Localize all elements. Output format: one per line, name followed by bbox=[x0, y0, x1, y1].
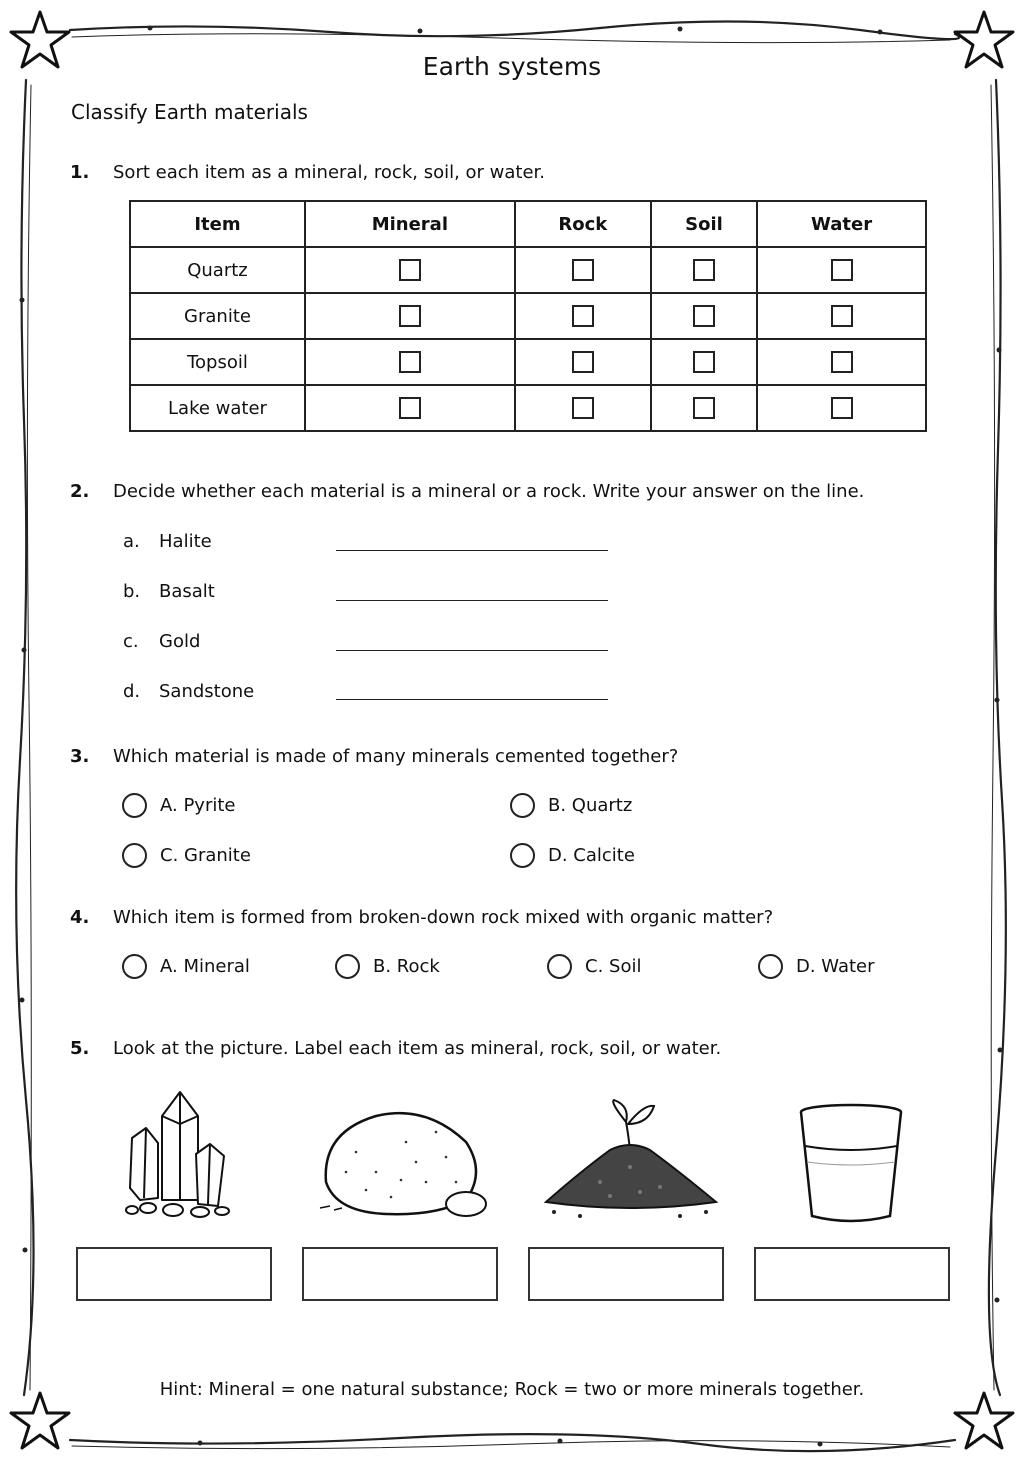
q3-text: Which material is made of many minerals cemented together? bbox=[113, 746, 679, 767]
checkbox-quartz-mineral[interactable] bbox=[399, 259, 421, 281]
q2b-answer-line[interactable] bbox=[336, 600, 608, 601]
checkbox-quartz-soil[interactable] bbox=[693, 259, 715, 281]
q4-option-d[interactable]: D. Water bbox=[758, 954, 875, 979]
q4-option-c[interactable]: C. Soil bbox=[547, 954, 641, 979]
q1-number: 1. bbox=[70, 162, 90, 183]
q2a-material: Halite bbox=[159, 531, 212, 552]
label-box-rock[interactable] bbox=[302, 1247, 498, 1301]
checkbox-lake-water-mineral[interactable] bbox=[399, 397, 421, 419]
checkbox-topsoil-mineral[interactable] bbox=[399, 351, 421, 373]
radio-circle-icon[interactable] bbox=[122, 843, 147, 868]
q5-number: 5. bbox=[70, 1038, 90, 1059]
hint-text: Hint: Mineral = one natural substance; Rock = two or more minerals together. bbox=[159, 1379, 865, 1400]
table-header-row bbox=[130, 201, 926, 247]
q2d-letter: d. bbox=[123, 681, 141, 702]
checkbox-lake-water-rock[interactable] bbox=[572, 397, 594, 419]
table-row bbox=[130, 339, 926, 385]
checkbox-granite-mineral[interactable] bbox=[399, 305, 421, 327]
row-label-topsoil: Topsoil bbox=[130, 339, 305, 385]
row-label-granite: Granite bbox=[130, 293, 305, 339]
checkbox-granite-water[interactable] bbox=[831, 305, 853, 327]
q2d-material: Sandstone bbox=[159, 681, 255, 702]
table-row bbox=[130, 247, 926, 293]
checkbox-topsoil-soil[interactable] bbox=[693, 351, 715, 373]
q5-text: Look at the picture. Label each item as mineral, rock, soil, or water. bbox=[113, 1038, 722, 1059]
q2c-answer-line[interactable] bbox=[336, 650, 608, 651]
q2-text: Decide whether each material is a mineral or a rock. Write your answer on the line. bbox=[113, 481, 865, 502]
table-row bbox=[130, 293, 926, 339]
checkbox-lake-water-water[interactable] bbox=[831, 397, 853, 419]
radio-circle-icon[interactable] bbox=[758, 954, 783, 979]
label-box-soil[interactable] bbox=[528, 1247, 724, 1301]
header-item: Item bbox=[130, 201, 305, 247]
page-title: Earth systems bbox=[422, 52, 602, 81]
q2c-letter: c. bbox=[123, 631, 139, 652]
q2a-letter: a. bbox=[123, 531, 140, 552]
q2-number: 2. bbox=[70, 481, 90, 502]
q2b-letter: b. bbox=[123, 581, 141, 602]
checkbox-granite-rock[interactable] bbox=[572, 305, 594, 327]
rock-icon bbox=[316, 1102, 492, 1222]
header-mineral: Mineral bbox=[305, 201, 515, 247]
radio-circle-icon[interactable] bbox=[122, 954, 147, 979]
q2b-material: Basalt bbox=[159, 581, 215, 602]
soil-pile-icon bbox=[540, 1092, 720, 1224]
row-label-lake-water: Lake water bbox=[130, 385, 305, 431]
q3-number: 3. bbox=[70, 746, 90, 767]
checkbox-topsoil-water[interactable] bbox=[831, 351, 853, 373]
q3-option-b[interactable]: B. Quartz bbox=[510, 793, 632, 818]
q4-option-b[interactable]: B. Rock bbox=[335, 954, 440, 979]
header-rock: Rock bbox=[515, 201, 651, 247]
checkbox-granite-soil[interactable] bbox=[693, 305, 715, 327]
label-box-water[interactable] bbox=[754, 1247, 950, 1301]
label-box-crystal[interactable] bbox=[76, 1247, 272, 1301]
q3-option-d[interactable]: D. Calcite bbox=[510, 843, 635, 868]
checkbox-quartz-rock[interactable] bbox=[572, 259, 594, 281]
q2a-answer-line[interactable] bbox=[336, 550, 608, 551]
sort-table bbox=[129, 200, 927, 432]
q4-number: 4. bbox=[70, 907, 90, 928]
header-water: Water bbox=[757, 201, 926, 247]
table-row bbox=[130, 385, 926, 431]
q4-text: Which item is formed from broken-down rock mixed with organic matter? bbox=[113, 907, 774, 928]
q2d-answer-line[interactable] bbox=[336, 699, 608, 700]
header-soil: Soil bbox=[651, 201, 757, 247]
radio-circle-icon[interactable] bbox=[122, 793, 147, 818]
q3-option-a[interactable]: A. Pyrite bbox=[122, 793, 235, 818]
q4-option-a[interactable]: A. Mineral bbox=[122, 954, 250, 979]
q1-text: Sort each item as a mineral, rock, soil, or water. bbox=[113, 162, 546, 183]
checkbox-lake-water-soil[interactable] bbox=[693, 397, 715, 419]
section-subtitle: Classify Earth materials bbox=[71, 100, 308, 124]
radio-circle-icon[interactable] bbox=[510, 793, 535, 818]
radio-circle-icon[interactable] bbox=[335, 954, 360, 979]
crystal-cluster-icon bbox=[118, 1088, 236, 1224]
checkbox-topsoil-rock[interactable] bbox=[572, 351, 594, 373]
radio-circle-icon[interactable] bbox=[547, 954, 572, 979]
q3-option-c[interactable]: C. Granite bbox=[122, 843, 251, 868]
row-label-quartz: Quartz bbox=[130, 247, 305, 293]
checkbox-quartz-water[interactable] bbox=[831, 259, 853, 281]
radio-circle-icon[interactable] bbox=[510, 843, 535, 868]
q2c-material: Gold bbox=[159, 631, 201, 652]
water-glass-icon bbox=[794, 1102, 908, 1226]
